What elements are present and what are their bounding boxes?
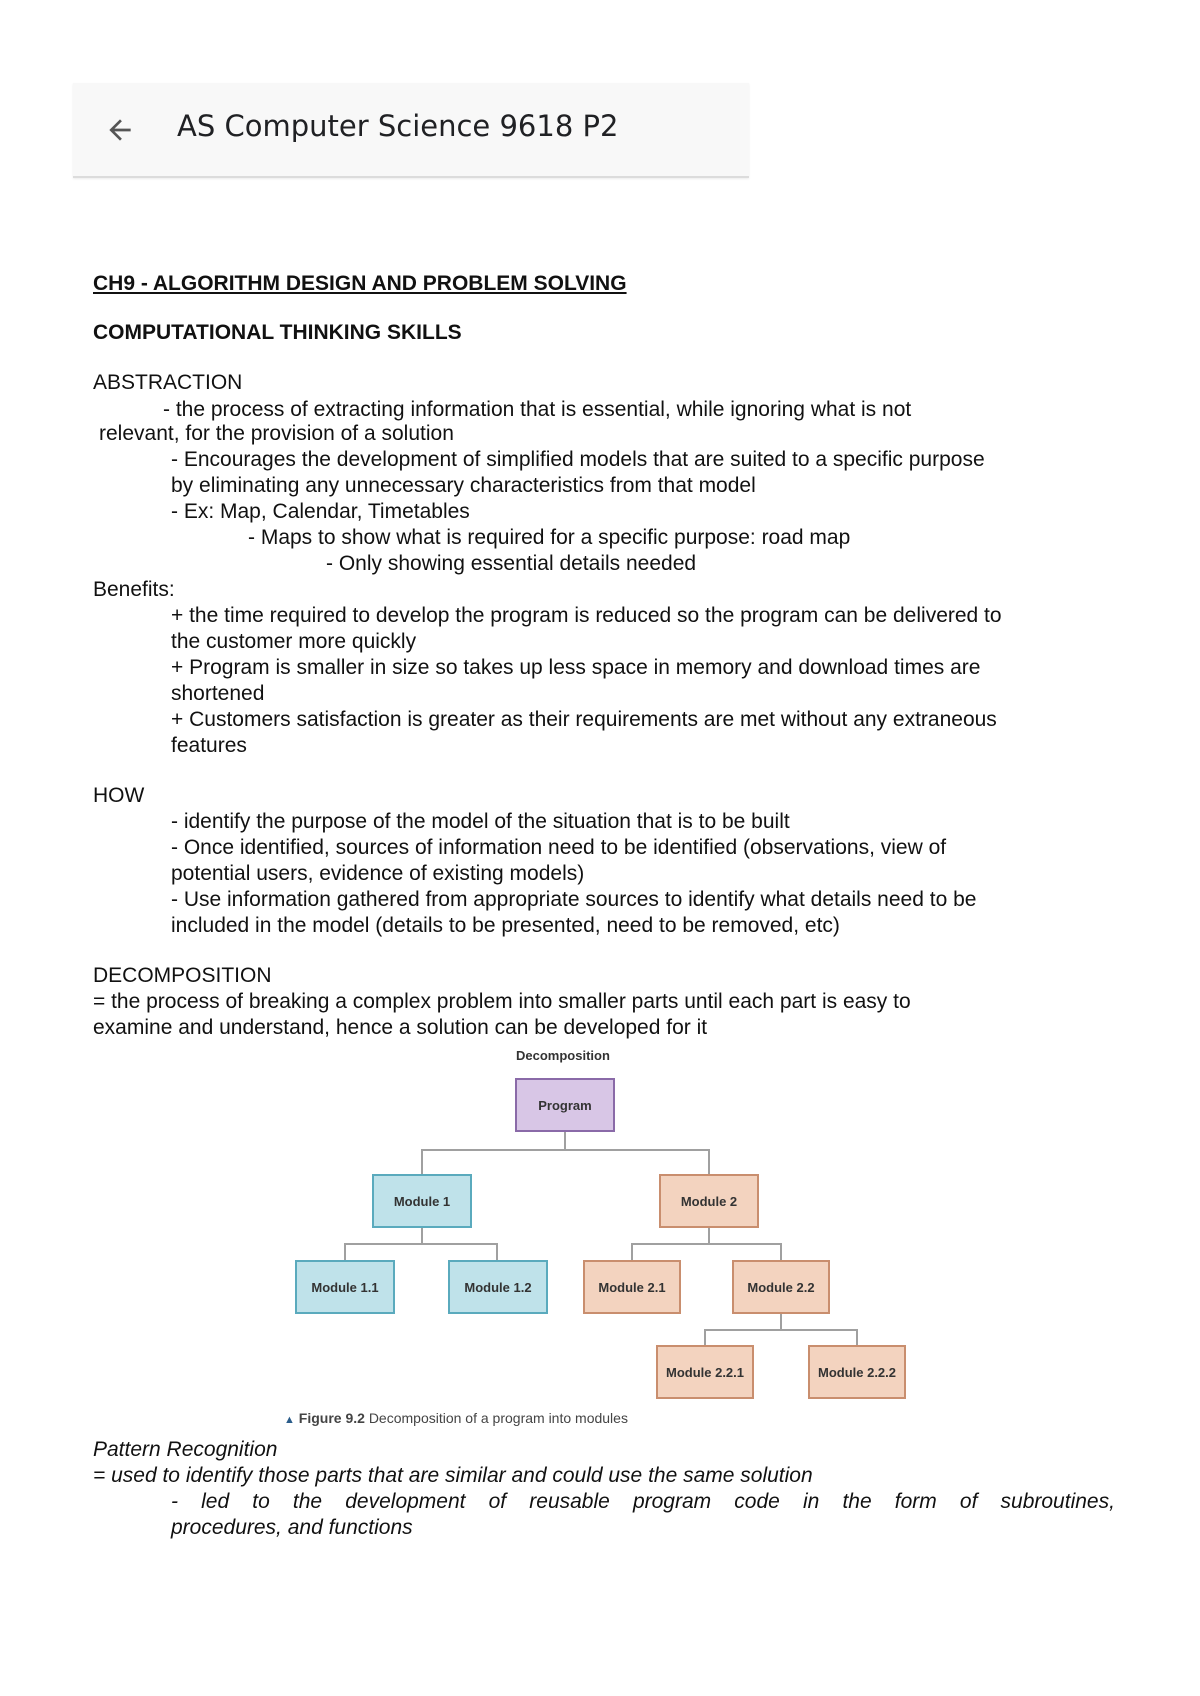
connector (780, 1243, 782, 1260)
word: the (292, 1490, 323, 1513)
connector (421, 1228, 423, 1244)
benefit-3-line1: + Customers satisfaction is greater as their requirements are met without any extraneous (171, 708, 997, 731)
node-module-2-2: Module 2.2 (732, 1260, 830, 1314)
node-module-1: Module 1 (372, 1174, 472, 1228)
benefit-2-line2: shortened (171, 682, 265, 705)
abstraction-maps: - Maps to show what is required for a specific purpose: road map (248, 526, 851, 549)
connector (631, 1243, 633, 1260)
abstraction-encourages-line2: by eliminating any unnecessary characteristics from that model (171, 474, 756, 497)
node-module-2-2-2: Module 2.2.2 (808, 1345, 906, 1399)
decomposition-def-line2: examine and understand, hence a solution can be developed for it (93, 1016, 708, 1039)
how-3-line2: included in the model (details to be presented, need to be removed, etc) (171, 914, 840, 937)
connector (704, 1329, 706, 1345)
benefit-1-line1: + the time required to develop the program is reduced so the program can be delivered to (171, 604, 1002, 627)
word: subroutines, (1000, 1490, 1115, 1513)
benefit-2-line1: + Program is smaller in size so takes up less space in memory and download times are (171, 656, 981, 679)
word: of (959, 1490, 978, 1513)
word: to (252, 1490, 270, 1513)
benefit-1-line2: the customer more quickly (171, 630, 417, 653)
decomposition-def-line1: = the process of breaking a complex problem into smaller parts until each part is easy to (93, 990, 911, 1013)
connector (421, 1149, 423, 1174)
app-title: AS Computer Science 9618 P2 (177, 109, 619, 143)
word: of (488, 1490, 507, 1513)
word: code (734, 1490, 780, 1513)
abstraction-encourages-line1: - Encourages the development of simplified models that are suited to a specific purpose (171, 448, 985, 471)
connector (631, 1243, 782, 1245)
caption-label: Figure 9.2 (298, 1410, 365, 1426)
connector (708, 1149, 710, 1174)
pattern-led-line1 (171, 1489, 1115, 1515)
chapter-title: CH9 - ALGORITHM DESIGN AND PROBLEM SOLVING (93, 272, 627, 295)
node-module-2-1: Module 2.1 (583, 1260, 681, 1314)
abstraction-only-essential: - Only showing essential details needed (326, 552, 697, 575)
arrow-back-icon (104, 114, 136, 146)
pattern-heading: Pattern Recognition (93, 1438, 278, 1461)
word: - (171, 1490, 178, 1513)
how-2-line1: - Once identified, sources of information need to be identified (observations, view of (171, 836, 947, 859)
node-module-2-2-1: Module 2.2.1 (656, 1345, 754, 1399)
pattern-def: = used to identify those parts that are similar and could use the same solution (93, 1464, 813, 1487)
connector (344, 1243, 498, 1245)
how-2-line2: potential users, evidence of existing models) (171, 862, 585, 885)
section-title: COMPUTATIONAL THINKING SKILLS (93, 321, 462, 344)
figure-title: Decomposition (516, 1048, 610, 1063)
abstraction-examples: - Ex: Map, Calendar, Timetables (171, 500, 470, 523)
triangle-up-icon: ▲ (284, 1414, 295, 1426)
back-button[interactable] (95, 105, 145, 155)
word: development (345, 1490, 466, 1513)
app-header (73, 83, 749, 178)
connector (856, 1329, 858, 1345)
how-3-line1: - Use information gathered from appropriate sources to identify what details need to be (171, 888, 977, 911)
abstraction-def-line2: relevant, for the provision of a solution (99, 422, 454, 445)
abstraction-def-line1: - the process of extracting information that is essential, while ignoring what is not (163, 398, 912, 421)
connector (421, 1149, 710, 1151)
word: form (894, 1490, 937, 1513)
connector (708, 1228, 710, 1244)
benefits-heading: Benefits: (93, 578, 175, 601)
figure-caption (284, 1410, 628, 1426)
node-program: Program (515, 1078, 615, 1132)
node-module-1-1: Module 1.1 (295, 1260, 395, 1314)
node-module-2: Module 2 (659, 1174, 759, 1228)
connector (704, 1329, 858, 1331)
word: program (632, 1490, 712, 1513)
decomposition-heading: DECOMPOSITION (93, 964, 272, 987)
how-1: - identify the purpose of the model of the situation that is to be built (171, 810, 790, 833)
connector (780, 1314, 782, 1330)
connector (344, 1243, 346, 1260)
caption-text: Decomposition of a program into modules (368, 1410, 628, 1426)
benefit-3-line2: features (171, 734, 247, 757)
decomposition-figure (270, 1040, 970, 1440)
pattern-led-line2: procedures, and functions (171, 1516, 413, 1539)
how-heading: HOW (93, 784, 145, 807)
word: led (201, 1490, 230, 1513)
word: in (802, 1490, 820, 1513)
node-module-1-2: Module 1.2 (448, 1260, 548, 1314)
word: the (842, 1490, 872, 1513)
word: reusable (529, 1490, 610, 1513)
abstraction-heading: ABSTRACTION (93, 371, 243, 394)
connector (496, 1243, 498, 1260)
connector (564, 1132, 566, 1150)
